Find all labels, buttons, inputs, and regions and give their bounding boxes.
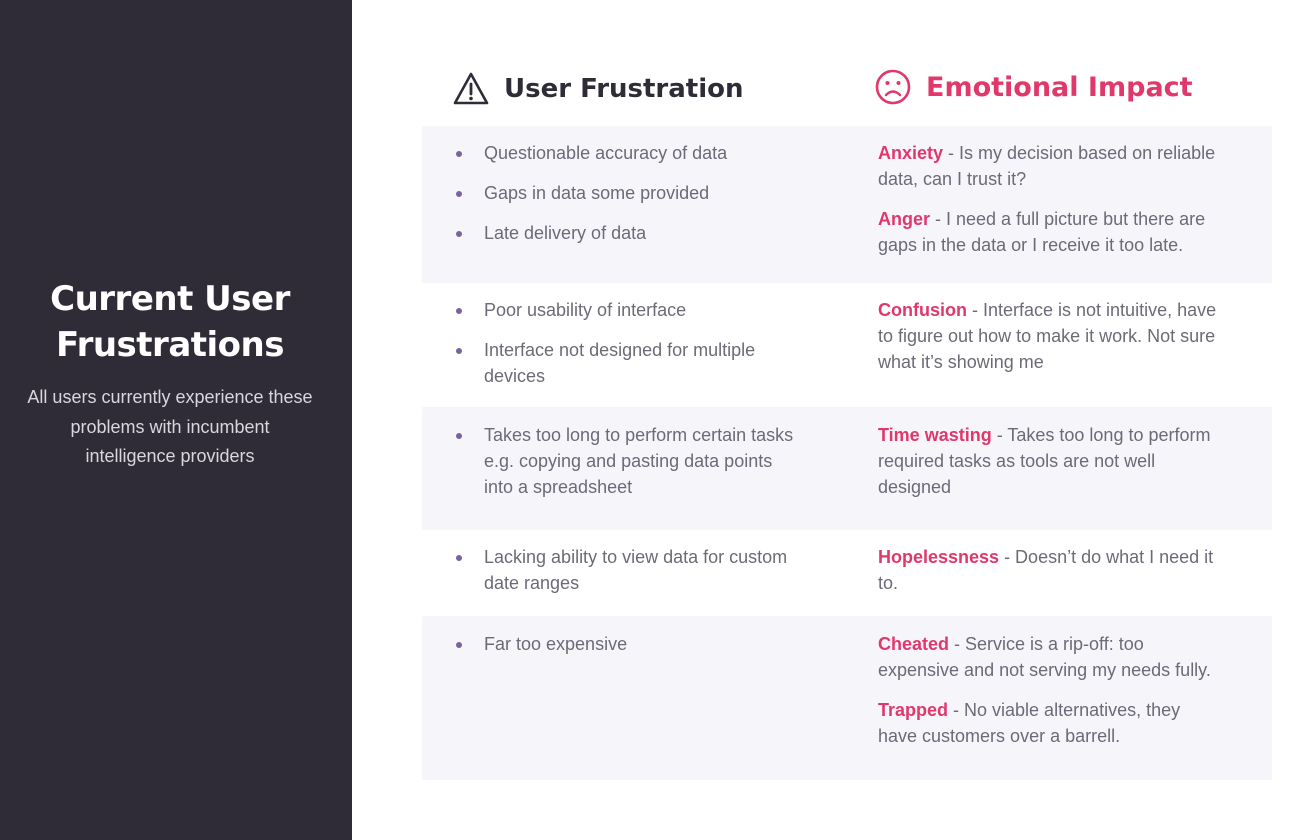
impact-item: [878, 140, 1218, 192]
frustration-item: Questionable accuracy of data: [454, 140, 794, 166]
frustration-item: Gaps in data some provided: [454, 180, 794, 206]
impact-item: [878, 422, 1218, 500]
impact-text: - Takes too long to perform required tasks as tools are not well designed: [878, 425, 1211, 497]
impact-term: Anger: [878, 209, 931, 229]
impact-term: Hopelessness: [878, 547, 1000, 567]
impact-item: [878, 697, 1218, 749]
frustration-item: Interface not designed for multiple devices: [454, 337, 794, 389]
impact-term: Time wasting: [878, 425, 992, 445]
frustration-list: [454, 631, 794, 657]
impact-item: [878, 544, 1218, 596]
page-subtitle: All users currently experience these problems with incumbent intelligence providers: [27, 387, 313, 466]
impact-text: - Doesn’t do what I need it to.: [878, 547, 1214, 593]
impact-text: - Service is a rip-off: too expensive and not serving my needs fully.: [878, 634, 1211, 680]
impact-text: - Interface is not intuitive, have to figure out how to make it work. Not sure what it’s showing me: [878, 300, 1217, 372]
frustration-item: Takes too long to perform certain tasks e.g. copying and pasting data points into a spreadsheet: [454, 422, 794, 500]
sidebar-content: [0, 276, 340, 472]
sidebar-panel: [0, 0, 352, 840]
impact-item: [878, 297, 1218, 375]
impact-term: Cheated: [878, 634, 950, 654]
frustration-item: Lacking ability to view data for custom date ranges: [454, 544, 794, 596]
warning-triangle-icon: [452, 70, 490, 108]
frustration-row: [422, 126, 1272, 283]
impact-term: Confusion: [878, 300, 967, 320]
user-frustration-header: [452, 70, 744, 108]
page-title-line2: Frustrations: [56, 325, 284, 365]
frustration-row: [422, 407, 1272, 530]
impact-item: [878, 631, 1218, 683]
frustration-row: [422, 283, 1272, 407]
frustration-list: [454, 297, 794, 389]
impact-term: Trapped: [878, 700, 949, 720]
emotional-impact-header: [874, 68, 1193, 106]
impact-item: [878, 206, 1218, 258]
impact-text: - No viable alternatives, they have customers over a barrell.: [878, 700, 1181, 746]
emotional-impact-heading: Emotional Impact: [926, 71, 1193, 103]
frustration-item: Poor usability of interface: [454, 297, 794, 323]
impact-text: - I need a full picture but there are gaps in the data or I receive it too late.: [878, 209, 1206, 255]
user-frustration-heading: User Frustration: [504, 74, 744, 104]
sad-face-icon: [874, 68, 912, 106]
frustration-item: Far too expensive: [454, 631, 794, 657]
frustration-list: [454, 140, 794, 246]
impact-text: - Is my decision based on reliable data, can I trust it?: [878, 143, 1216, 189]
frustration-item: Late delivery of data: [454, 220, 794, 246]
page-title: [0, 276, 340, 368]
impact-term: Anxiety: [878, 143, 944, 163]
frustration-row: [422, 616, 1272, 780]
frustration-list: [454, 422, 794, 500]
frustration-row: [422, 530, 1272, 616]
page-title-line1: Current User: [50, 279, 290, 319]
frustration-list: [454, 544, 794, 596]
